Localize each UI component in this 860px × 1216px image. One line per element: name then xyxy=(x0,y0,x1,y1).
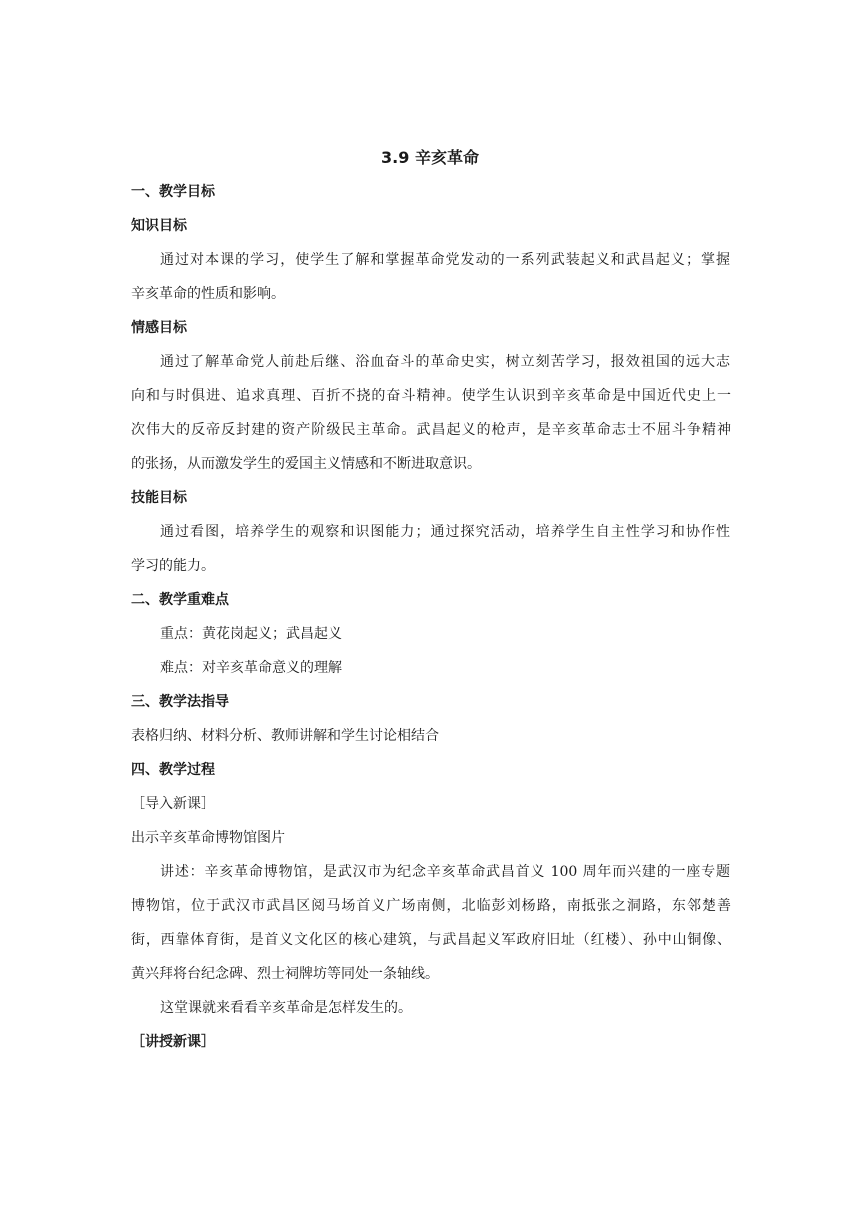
skill-paragraph-line-1: 通过看图，培养学生的观察和识图能力；通过探究活动，培养学生自主性学习和协作性 xyxy=(160,524,730,540)
section-heading-teaching-process: 四、教学过程 xyxy=(131,762,215,778)
subheading-knowledge-goals: 知识目标 xyxy=(131,218,187,234)
section-heading-teaching-goals: 一、教学目标 xyxy=(131,184,215,200)
intro-show-text: 出示辛亥革命博物馆图片 xyxy=(131,830,285,846)
emotion-paragraph-line-2: 向和与时俱进、追求真理、百折不挠的奋斗精神。使学生认识到辛亥革命是中国近代史上一 xyxy=(131,388,731,404)
section-heading-method-guidance: 三、教学法指导 xyxy=(131,694,229,710)
subheading-intro-lesson: ［导入新课］ xyxy=(131,796,215,812)
intro-paragraph-line-1: 讲述：辛亥革命博物馆，是武汉市为纪念辛亥革命武昌首义 100 周年而兴建的一座专题 xyxy=(160,864,730,880)
intro-paragraph-line-4: 黄兴拜将台纪念碑、烈士祠牌坊等同处一条轴线。 xyxy=(131,966,439,982)
section-heading-key-difficult-points: 二、教学重难点 xyxy=(131,592,229,608)
method-text: 表格归纳、材料分析、教师讲解和学生讨论相结合 xyxy=(131,728,439,744)
intro-closing-text: 这堂课就来看看辛亥革命是怎样发生的。 xyxy=(160,1000,412,1016)
knowledge-paragraph-line-2: 辛亥革命的性质和影响。 xyxy=(131,286,285,302)
subheading-new-lesson: ［讲授新课］ xyxy=(131,1034,215,1050)
subheading-emotion-goals: 情感目标 xyxy=(131,320,187,336)
emotion-paragraph-line-1: 通过了解革命党人前赴后继、浴血奋斗的革命史实，树立刻苦学习，报效祖国的远大志 xyxy=(160,354,730,370)
knowledge-paragraph-line-1: 通过对本课的学习，使学生了解和掌握革命党发动的一系列武装起义和武昌起义；掌握 xyxy=(160,252,730,268)
key-point-text: 重点：黄花岗起义；武昌起义 xyxy=(160,626,342,642)
emotion-paragraph-line-4: 的张扬，从而激发学生的爱国主义情感和不断进取意识。 xyxy=(131,456,481,472)
emotion-paragraph-line-3: 次伟大的反帝反封建的资产阶级民主革命。武昌起义的枪声，是辛亥革命志士不屈斗争精神 xyxy=(131,422,731,438)
page-title: 3.9 辛亥革命 xyxy=(381,148,479,167)
intro-paragraph-line-3: 街，西靠体育街，是首义文化区的核心建筑，与武昌起义军政府旧址（红楼）、孙中山铜像、 xyxy=(131,932,731,948)
subheading-skill-goals: 技能目标 xyxy=(131,490,187,506)
intro-paragraph-line-2: 博物馆，位于武汉市武昌区阅马场首义广场南侧，北临彭刘杨路，南抵张之洞路，东邻楚善 xyxy=(131,898,731,914)
skill-paragraph-line-2: 学习的能力。 xyxy=(131,558,215,574)
difficult-point-text: 难点：对辛亥革命意义的理解 xyxy=(160,660,342,676)
